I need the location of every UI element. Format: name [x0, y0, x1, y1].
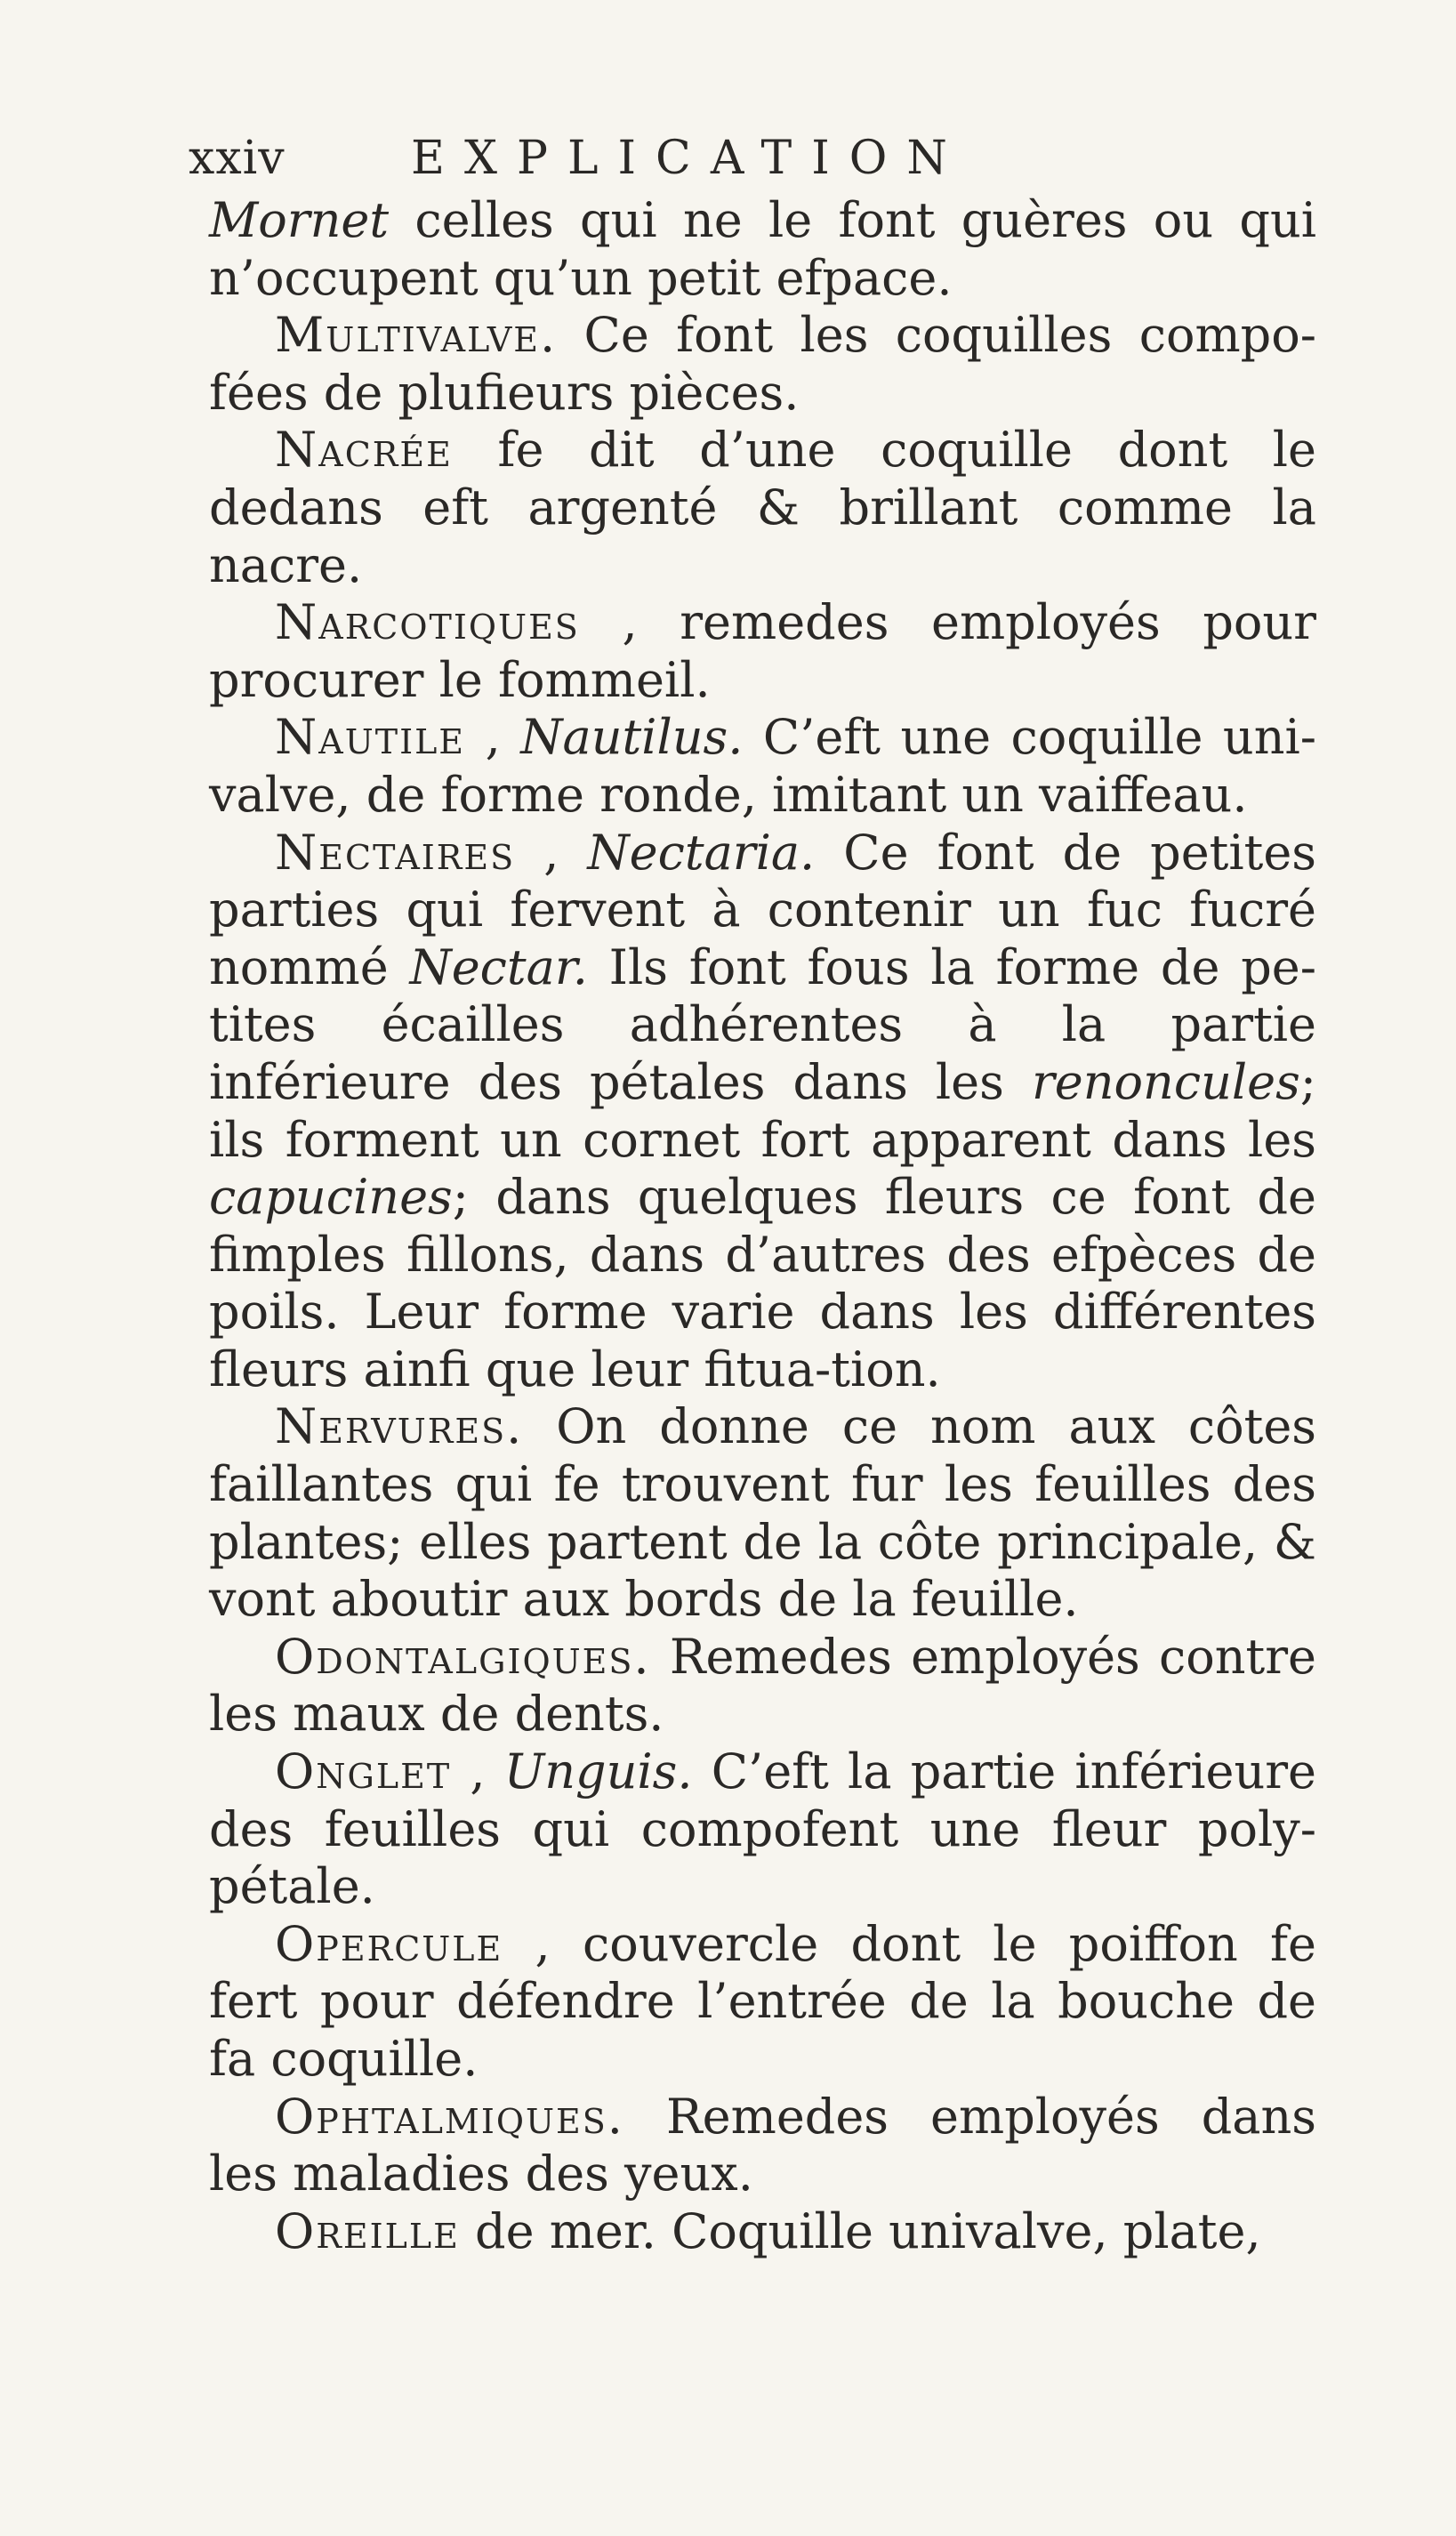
italic-text: Nectar.: [409, 938, 588, 995]
entry-text: C’eft la partie inférieure des feuilles qui compofent une fleur poly-pétale.: [209, 1743, 1316, 1915]
glossary-entry: [209, 1398, 1316, 1628]
entry-text: de mer. Coquille univalve, plate,: [459, 2202, 1261, 2259]
italic-text: Nautilus.: [520, 709, 744, 766]
entry-term: Opercule: [275, 1915, 503, 1972]
italic-text: renoncules: [1031, 1053, 1300, 1110]
entry-term: Nectaires: [275, 824, 516, 881]
entry-text: ; dans quelques fleurs ce font de fimples fillons, dans d’autres des efpèces de poils. Leur forme varie dans les différentes fleurs ainfi que leur fitua-tion.: [209, 1169, 1316, 1397]
entry-text: ,: [451, 1743, 504, 1800]
entry-term: Odontalgiques.: [275, 1628, 651, 1685]
entry-text: Ce font de petites parties qui fervent à contenir un fuc fucré nommé: [209, 824, 1316, 995]
entry-text: ,: [465, 709, 521, 766]
glossary-entry: [209, 307, 1316, 422]
glossary-entry: [209, 192, 1316, 307]
italic-text: Mornet: [209, 192, 390, 248]
glossary-entry: [209, 594, 1316, 709]
glossary-entry: [209, 2089, 1316, 2203]
entry-term: Nacrée: [275, 422, 453, 479]
page-header: [189, 132, 1309, 185]
entry-text: , remedes employés pour procurer le fommeil.: [209, 594, 1316, 708]
glossary-entry: [209, 1916, 1316, 2089]
entry-text: celles qui ne le font guères ou qui n’occupent qu’un petit efpace.: [209, 192, 1316, 306]
entry-text: , couvercle dont le poiffon fe fert pour défendre l’entrée de la bouche de fa coquille.: [209, 1915, 1316, 2087]
running-title: EXPLICATION: [411, 132, 967, 185]
glossary-text: [209, 192, 1316, 2260]
italic-text: capucines: [209, 1169, 453, 1226]
italic-text: Unguis.: [503, 1743, 693, 1800]
entry-term: Onglet: [275, 1743, 452, 1800]
glossary-entry: [209, 709, 1316, 824]
entry-term: Oreille: [275, 2202, 460, 2259]
entry-text: Remedes employés dans les maladies des yeux.: [209, 2088, 1316, 2202]
entry-text: ,: [515, 824, 588, 881]
italic-text: Nectaria.: [587, 824, 816, 881]
entry-text: Remedes employés contre les maux de dents.: [209, 1628, 1316, 1743]
glossary-entry: [209, 825, 1316, 1399]
entry-text: Ils font fous la forme de pe-tites écailles adhérentes à la partie inférieure des pétales dans les: [209, 938, 1316, 1110]
entry-text: C’eft une coquille uni-valve, de forme ronde, imitant un vaiffeau.: [209, 709, 1316, 823]
entry-text: ; ils forment un cornet fort apparent dans les: [209, 1053, 1316, 1168]
entry-text: fe dit d’une coquille dont le dedans eft argenté & brillant comme la nacre.: [209, 422, 1316, 593]
glossary-entry: [209, 1743, 1316, 1916]
entry-term: Nervures.: [275, 1398, 524, 1455]
entry-text: On donne ce nom aux côtes faillantes qui fe trouvent fur les feuilles des plantes; elles partent de la côte principale, & vont aboutir aux bords de la feuille.: [209, 1398, 1316, 1628]
entry-term: Multivalve.: [275, 307, 558, 364]
entry-term: Ophtalmiques.: [275, 2088, 624, 2145]
entry-text: Ce font les coquilles compo-fées de plufieurs pièces.: [209, 307, 1316, 421]
entry-term: Nautile: [275, 709, 466, 766]
glossary-entry: [209, 422, 1316, 594]
glossary-entry: [209, 1629, 1316, 1743]
page-number: xxiv: [189, 132, 286, 185]
entry-term: Narcotiques: [275, 594, 580, 651]
glossary-entry: [209, 2203, 1316, 2261]
